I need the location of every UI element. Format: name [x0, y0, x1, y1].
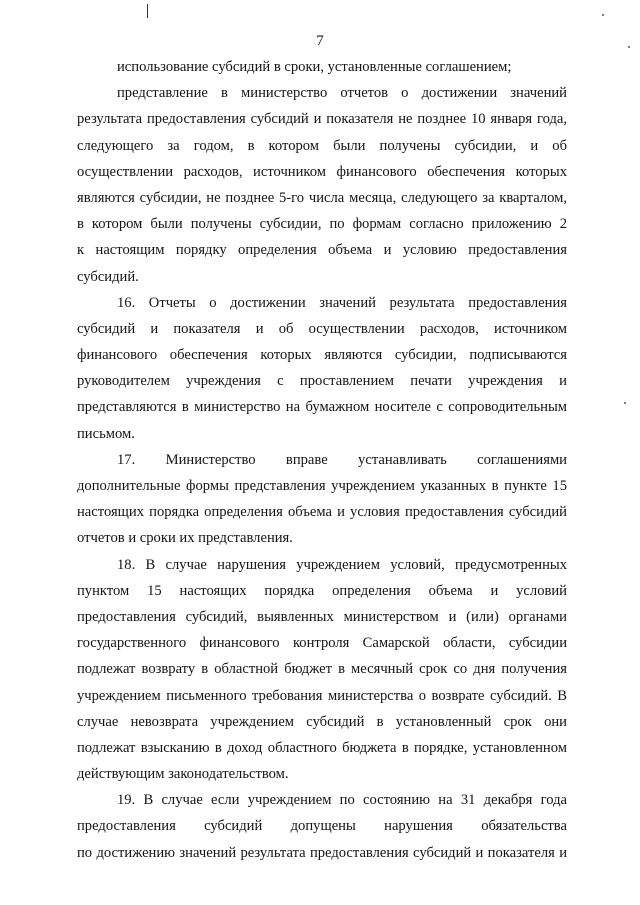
text-line: субсидий. [77, 268, 139, 285]
text-line: отчетов и сроки их представления. [77, 530, 293, 547]
text-line: дополнительные формы представления учреждением указанных в пункте 15 [77, 478, 567, 494]
text-line: субсидий и показателя и об осуществлении расходов, источником [77, 320, 567, 337]
paragraph-p4 [77, 447, 567, 552]
text-line: предоставления субсидий допущены нарушения обязательства [77, 818, 567, 835]
text-line: руководителем учреждения с проставлением печати учреждения и [77, 373, 567, 390]
text-line: подлежат взысканию в доход областного бюджета в порядке, установленном [77, 739, 567, 756]
text-line: осуществлении расходов, источником финансового обеспечения которых [77, 163, 567, 180]
text-line: пунктом 15 настоящих порядка определения объема и условий [77, 582, 567, 599]
text-line: учреждением письменного требования министерства о возврате субсидий. В [77, 687, 567, 704]
text-line: действующим законодательством. [77, 766, 289, 783]
text-line: государственного финансового контроля Самарской области, субсидии [77, 635, 567, 652]
text-line: предоставления субсидий, выявленных министерством и (или) органами [77, 608, 567, 625]
text-line: к настоящим порядку определения объема и условию предоставления [77, 242, 567, 259]
text-line: 16. Отчеты о достижении значений результата предоставления [117, 294, 567, 311]
text-line: случае невозврата учреждением субсидий в установленный срок они [77, 713, 567, 730]
text-line: в котором были получены субсидии, по формам согласно приложению 2 [77, 216, 567, 233]
document-body [77, 54, 567, 866]
text-line: результата предоставления субсидий и показателя не позднее 10 января года, [77, 111, 567, 128]
paragraph-p2 [77, 80, 567, 290]
text-line: представление в министерство отчетов о достижении значений [117, 85, 567, 102]
text-line: настоящих порядка определения объема и условия предоставления субсидий [77, 504, 567, 521]
text-line: 17. Министерство вправе устанавливать соглашениями [117, 451, 567, 468]
text-line: являются субсидии, не позднее 5-го числа месяца, следующего за кварталом, [77, 189, 567, 206]
scan-artifact-dot [624, 402, 626, 404]
paragraph-p1 [77, 54, 567, 80]
paragraph-p3 [77, 290, 567, 447]
paragraph-p5 [77, 552, 567, 788]
text-line: подлежат возврату в областной бюджет в месячный срок со дня получения [77, 661, 567, 678]
page-number: 7 [316, 33, 324, 49]
scan-artifact-mark [147, 4, 148, 18]
text-line: письмом. [77, 425, 135, 442]
text-line: 18. В случае нарушения учреждением условий, предусмотренных [117, 556, 567, 573]
text-line: 19. В случае если учреждением по состоянию на 31 декабря года [117, 792, 567, 809]
paragraph-p6 [77, 787, 567, 866]
text-line: представляются в министерство на бумажном носителе с сопроводительным [77, 399, 567, 416]
text-line: следующего за годом, в котором были получены субсидии, и об [77, 137, 567, 154]
text-line: финансового обеспечения которых являются субсидии, подписываются [77, 347, 567, 364]
text-line: использование субсидий в сроки, установленные соглашением; [117, 59, 512, 75]
text-line: по достижению значений результата предоставления субсидий и показателя и [77, 844, 567, 861]
scan-artifact-dot [602, 14, 604, 16]
